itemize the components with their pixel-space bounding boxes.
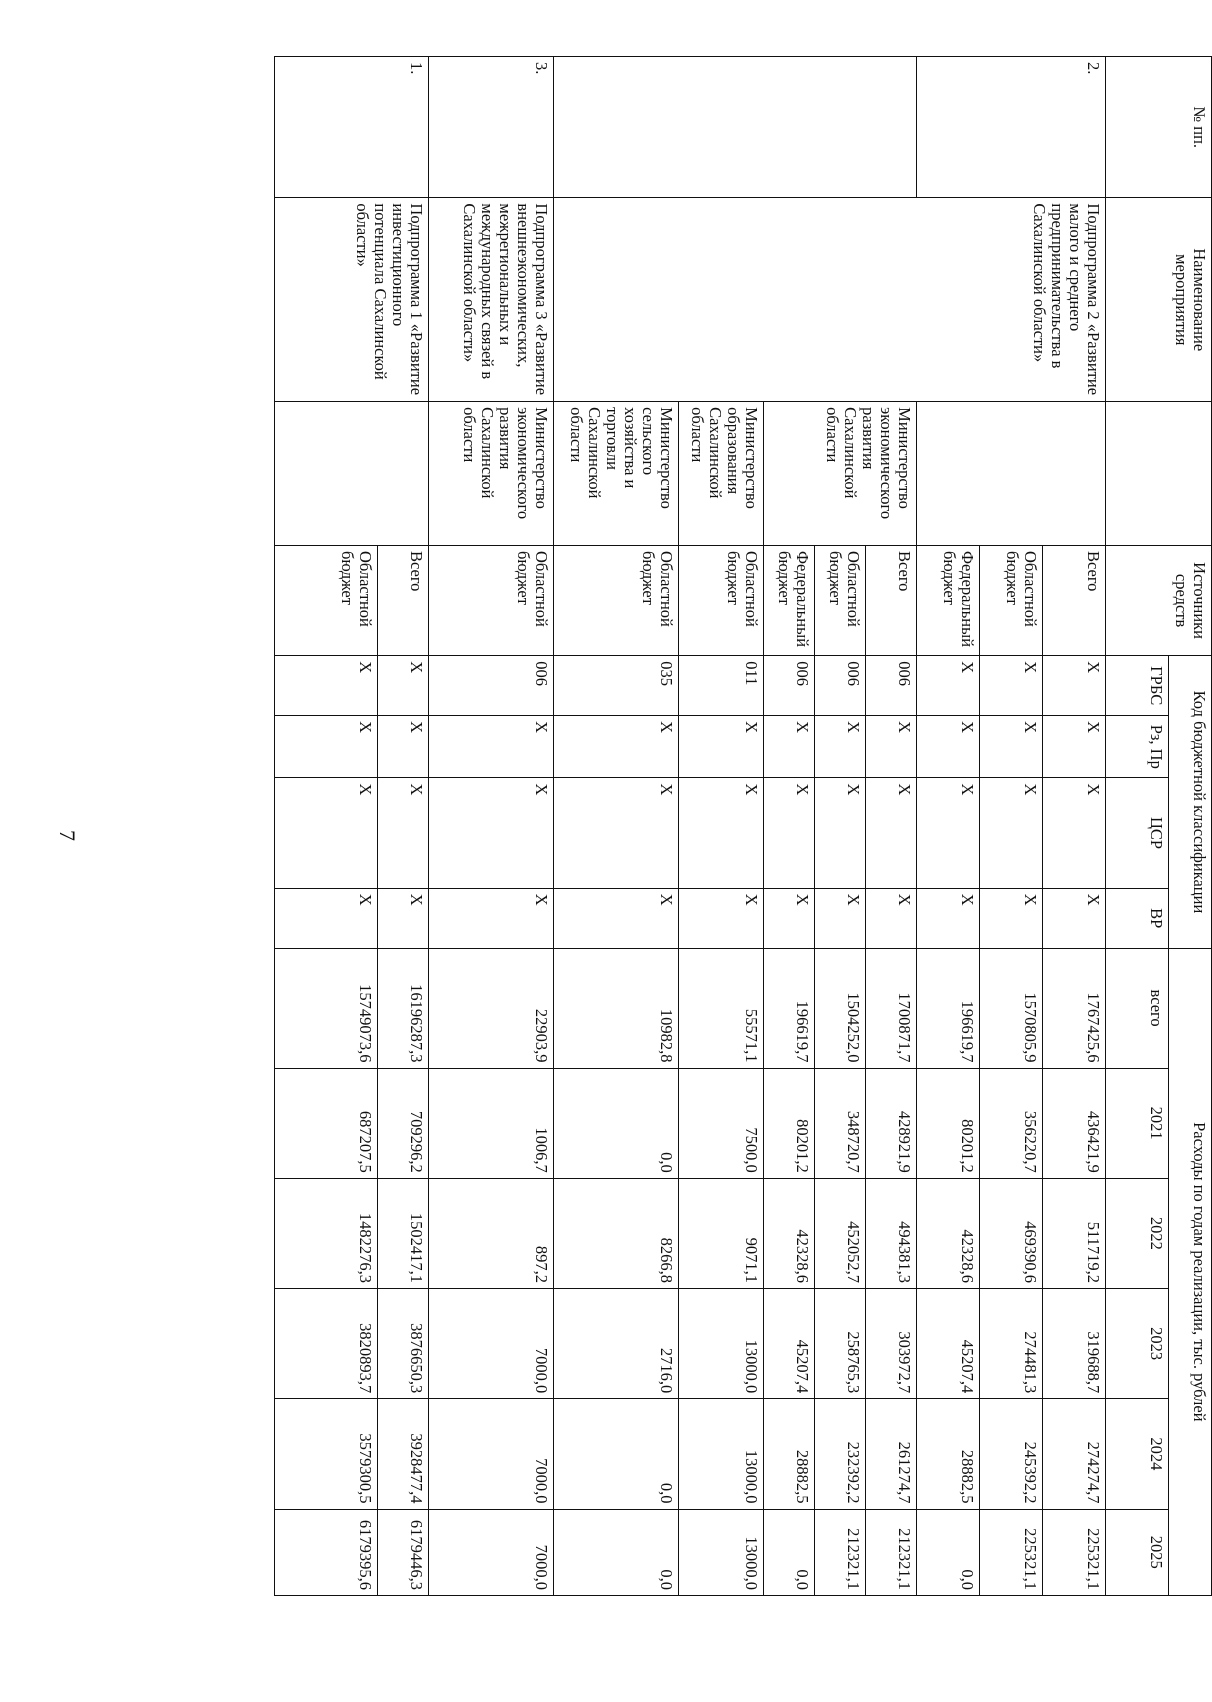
- row-grbs: 006: [866, 656, 917, 716]
- row-2021: 7500,0: [679, 1068, 764, 1178]
- header-expenses: Расходы по годам реализации, тыс. рублей: [1169, 948, 1212, 1595]
- row-source: Областной бюджет: [679, 545, 764, 655]
- rotated-table-container: [172, 56, 1212, 1596]
- row-2021: 356220,7: [980, 1068, 1043, 1178]
- row-2024: 28882,5: [764, 1399, 815, 1509]
- row-grbs: X: [917, 656, 980, 716]
- row-executor: Министерство экономического развития Сахалинской области: [764, 402, 917, 546]
- row-2022: 1482276,3: [275, 1178, 378, 1288]
- row-csr: X: [1043, 778, 1106, 888]
- row-2022: 469390,6: [980, 1178, 1043, 1288]
- row-vr: X: [679, 888, 764, 948]
- header-2024: 2024: [1106, 1399, 1169, 1509]
- table-row: [378, 57, 429, 1596]
- table-row: [429, 57, 554, 1596]
- row-csr: X: [554, 778, 679, 888]
- row-2025: 0,0: [554, 1509, 679, 1595]
- header-2022: 2022: [1106, 1178, 1169, 1288]
- row-2021: 709296,2: [378, 1068, 429, 1178]
- row-csr: X: [917, 778, 980, 888]
- row-2023: 274481,3: [980, 1289, 1043, 1399]
- row-vr: X: [1043, 888, 1106, 948]
- row-total: 1570805,9: [980, 948, 1043, 1068]
- row-total: 16196287,3: [378, 948, 429, 1068]
- row-2021: 436421,9: [1043, 1068, 1106, 1178]
- row-executor: [917, 402, 1106, 546]
- header-total: всего: [1106, 948, 1169, 1068]
- row-2022: 511719,2: [1043, 1178, 1106, 1288]
- row-2021: 80201,2: [764, 1068, 815, 1178]
- row-grbs: X: [980, 656, 1043, 716]
- row-2022: 494381,3: [866, 1178, 917, 1288]
- row-2022: 897,2: [429, 1178, 554, 1288]
- row-2021: 687207,5: [275, 1068, 378, 1178]
- row-2025: 6179446,3: [378, 1509, 429, 1595]
- row-rzpr: X: [917, 716, 980, 778]
- row-num: 2.: [917, 57, 1106, 198]
- row-2023: 13000,0: [679, 1289, 764, 1399]
- row-2022: 42328,6: [764, 1178, 815, 1288]
- header-name: Наименование мероприятия: [1106, 198, 1212, 402]
- budget-table: [274, 56, 1212, 1596]
- header-source: Источники средств: [1106, 545, 1212, 655]
- row-grbs: X: [1043, 656, 1106, 716]
- row-vr: X: [275, 888, 378, 948]
- row-2024: 7000,0: [429, 1399, 554, 1509]
- row-source: Областной бюджет: [554, 545, 679, 655]
- row-source: Всего: [378, 545, 429, 655]
- row-2023: 3876650,3: [378, 1289, 429, 1399]
- row-2021: 0,0: [554, 1068, 679, 1178]
- row-total: 1504252,0: [815, 948, 866, 1068]
- row-2023: 7000,0: [429, 1289, 554, 1399]
- row-2022: 1502417,1: [378, 1178, 429, 1288]
- page-number: 7: [55, 830, 80, 841]
- row-vr: X: [866, 888, 917, 948]
- row-name: Подпрограмма 1 «Развитие инвестиционного потенциала Сахалинской области»: [275, 198, 429, 402]
- header-vr: ВР: [1106, 888, 1169, 948]
- row-vr: X: [429, 888, 554, 948]
- row-total: 1767425,6: [1043, 948, 1106, 1068]
- row-grbs: 006: [815, 656, 866, 716]
- row-2022: 42328,6: [917, 1178, 980, 1288]
- row-source: Федеральный бюджет: [917, 545, 980, 655]
- row-executor: Министерство экономического развития Сахалинской области: [429, 402, 554, 546]
- row-2024: 28882,5: [917, 1399, 980, 1509]
- row-2025: 7000,0: [429, 1509, 554, 1595]
- row-2025: 0,0: [917, 1509, 980, 1595]
- row-executor: Министерство образования Сахалинской области: [679, 402, 764, 546]
- row-2024: 3928477,4: [378, 1399, 429, 1509]
- row-rzpr: X: [980, 716, 1043, 778]
- row-vr: X: [764, 888, 815, 948]
- row-2025: 6179395,6: [275, 1509, 378, 1595]
- row-2024: 232392,2: [815, 1399, 866, 1509]
- row-source: Областной бюджет: [980, 545, 1043, 655]
- row-2023: 319688,7: [1043, 1289, 1106, 1399]
- row-executor: Министерство сельского хозяйства и торговли Сахалинской области: [554, 402, 679, 546]
- row-total: 15749073,6: [275, 948, 378, 1068]
- row-2021: 1006,7: [429, 1068, 554, 1178]
- header-row-1: [1169, 57, 1212, 1596]
- row-name: Подпрограмма 3 «Развитие внешнеэкономических, межрегиональных и международных связей в Сахалинской области»: [429, 198, 554, 402]
- row-2025: 225321,1: [1043, 1509, 1106, 1595]
- row-source: Федеральный бюджет: [764, 545, 815, 655]
- row-2025: 212321,1: [815, 1509, 866, 1595]
- table-row: [1043, 57, 1106, 1596]
- row-total: 10982,8: [554, 948, 679, 1068]
- row-rzpr: X: [866, 716, 917, 778]
- row-2025: 13000,0: [679, 1509, 764, 1595]
- row-source: Всего: [866, 545, 917, 655]
- row-2023: 258765,3: [815, 1289, 866, 1399]
- row-2024: 274274,7: [1043, 1399, 1106, 1509]
- row-csr: X: [980, 778, 1043, 888]
- row-csr: X: [679, 778, 764, 888]
- row-vr: X: [554, 888, 679, 948]
- row-total: 196619,7: [764, 948, 815, 1068]
- row-rzpr: X: [378, 716, 429, 778]
- row-rzpr: X: [1043, 716, 1106, 778]
- row-source: Областной бюджет: [815, 545, 866, 655]
- row-csr: X: [866, 778, 917, 888]
- header-rzpr: Рз, Пр: [1106, 716, 1169, 778]
- row-num: [554, 57, 917, 198]
- row-grbs: 035: [554, 656, 679, 716]
- header-budget-code: Код бюджетной классификации: [1169, 656, 1212, 948]
- header-csr: ЦСР: [1106, 778, 1169, 888]
- row-2023: 45207,4: [917, 1289, 980, 1399]
- row-csr: X: [275, 778, 378, 888]
- row-2025: 0,0: [764, 1509, 815, 1595]
- row-csr: X: [429, 778, 554, 888]
- row-rzpr: X: [764, 716, 815, 778]
- row-vr: X: [378, 888, 429, 948]
- row-csr: X: [764, 778, 815, 888]
- row-rzpr: X: [275, 716, 378, 778]
- row-2023: 45207,4: [764, 1289, 815, 1399]
- row-num: 1.: [275, 57, 429, 198]
- row-source: Областной бюджет: [275, 545, 378, 655]
- row-2021: 428921,9: [866, 1068, 917, 1178]
- row-total: 55571,1: [679, 948, 764, 1068]
- row-2024: 3579300,5: [275, 1399, 378, 1509]
- row-2022: 8266,8: [554, 1178, 679, 1288]
- row-2024: 261274,7: [866, 1399, 917, 1509]
- row-2024: 245392,2: [980, 1399, 1043, 1509]
- row-vr: X: [980, 888, 1043, 948]
- header-executor: [1106, 402, 1212, 546]
- row-source: Всего: [1043, 545, 1106, 655]
- row-grbs: 006: [429, 656, 554, 716]
- row-total: 196619,7: [917, 948, 980, 1068]
- header-num: № пп.: [1106, 57, 1212, 198]
- row-2021: 80201,2: [917, 1068, 980, 1178]
- row-csr: X: [378, 778, 429, 888]
- row-rzpr: X: [554, 716, 679, 778]
- row-vr: X: [815, 888, 866, 948]
- row-2023: 303972,7: [866, 1289, 917, 1399]
- row-csr: X: [815, 778, 866, 888]
- header-grbs: ГРБС: [1106, 656, 1169, 716]
- header-2021: 2021: [1106, 1068, 1169, 1178]
- row-vr: X: [917, 888, 980, 948]
- header-2023: 2023: [1106, 1289, 1169, 1399]
- row-grbs: X: [378, 656, 429, 716]
- row-grbs: X: [275, 656, 378, 716]
- row-name: Подпрограмма 2 «Развитие малого и среднего предпринимательства в Сахалинской области»: [554, 198, 1106, 402]
- row-source: Областной бюджет: [429, 545, 554, 655]
- row-2023: 2716,0: [554, 1289, 679, 1399]
- row-2023: 3820893,7: [275, 1289, 378, 1399]
- row-rzpr: X: [429, 716, 554, 778]
- row-2024: 13000,0: [679, 1399, 764, 1509]
- row-grbs: 011: [679, 656, 764, 716]
- row-executor: [275, 402, 429, 546]
- row-total: 22903,9: [429, 948, 554, 1068]
- row-grbs: 006: [764, 656, 815, 716]
- row-rzpr: X: [815, 716, 866, 778]
- row-total: 1700871,7: [866, 948, 917, 1068]
- row-2022: 9071,1: [679, 1178, 764, 1288]
- row-2025: 225321,1: [980, 1509, 1043, 1595]
- row-2024: 0,0: [554, 1399, 679, 1509]
- row-2022: 452052,7: [815, 1178, 866, 1288]
- row-num: 3.: [429, 57, 554, 198]
- row-2021: 348720,7: [815, 1068, 866, 1178]
- row-2025: 212321,1: [866, 1509, 917, 1595]
- row-rzpr: X: [679, 716, 764, 778]
- header-2025: 2025: [1106, 1509, 1169, 1595]
